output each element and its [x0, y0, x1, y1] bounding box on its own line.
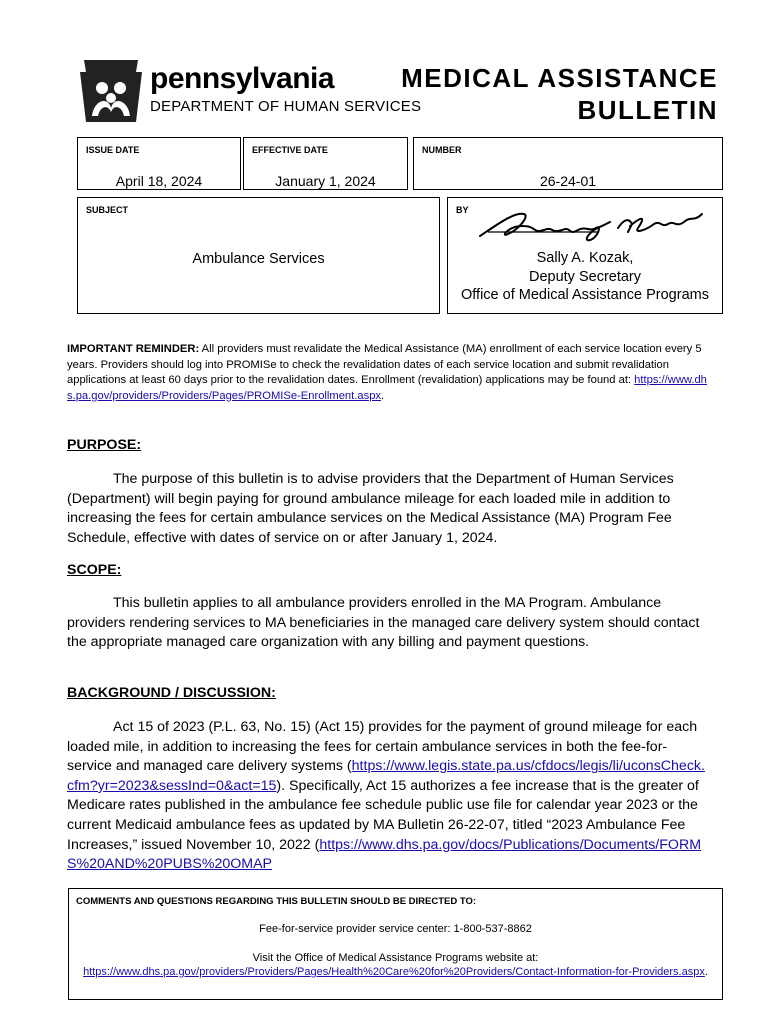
signer-office: Office of Medical Assistance Programs	[461, 287, 709, 303]
background-paragraph-part2: ). Specifically, Act 15 authorizes a fee increase that is the greater of Medicare rates published in the ambulance fee schedule public use file for calendar year 2023 or the current Medicaid ambulance fees as updated by MA Bulletin 26-22-07, titled “2023 Ambulance Fee Increases,” issued November 10, 2022 (	[67, 777, 699, 853]
issue-date-value: April 18, 2024	[115, 173, 203, 189]
number-box	[413, 137, 723, 190]
important-reminder	[67, 342, 707, 404]
reminder-bold: IMPORTANT REMINDER:	[67, 343, 200, 355]
pa-keystone-logo-icon	[80, 58, 142, 124]
scope-paragraph: This bulletin applies to all ambulance providers enrolled in the MA Program. Ambulance providers rendering services to MA beneficiaries in the managed care delivery system should contact the appropriate managed care organization with any billing and payment questions.	[67, 595, 700, 651]
by-box	[447, 197, 723, 314]
promise-enrollment-link[interactable]: https://www.dhs.pa.gov/providers/Providers/Pages/PROMISe-Enrollment.aspx	[67, 374, 707, 402]
reminder-end: .	[381, 389, 385, 402]
background-text	[67, 718, 707, 878]
signer-name: Sally A. Kozak,	[536, 250, 634, 266]
subject-box	[77, 197, 440, 314]
logo-wordmark: pennsylvania	[150, 62, 335, 95]
act15-link[interactable]: https://www.legis.state.pa.us/cfdocs/legis/li/uconsCheck.cfm?yr=2023&sessInd=0&act=15	[67, 758, 705, 794]
contact-footer-box	[68, 888, 723, 1000]
bulletin-title-line2: BULLETIN	[577, 95, 718, 125]
issue-date-label: ISSUE DATE	[86, 145, 140, 155]
reminder-text: All providers must revalidate the Medical Assistance (MA) enrollment of each service location every 5 years. Providers should log into PROMISe to check the revalidation dates of each service location and submit revalidation applications at least 60 days prior to the revalidation dates. Enrollment (revalidation) applications may be found at:	[67, 343, 702, 386]
bulletin-title	[401, 62, 718, 126]
contact-information-link[interactable]: https://www.dhs.pa.gov/providers/Providers/Pages/Health%20Care%20for%20Providers/Contact-Information-for-Providers.aspx	[83, 966, 705, 978]
footer-label: COMMENTS AND QUESTIONS REGARDING THIS BULLETIN SHOULD BE DIRECTED TO:	[76, 896, 477, 907]
issue-date-box	[77, 137, 241, 190]
signature-image	[478, 202, 708, 244]
signer-title: Deputy Secretary	[528, 269, 642, 285]
scope-text	[67, 594, 707, 653]
bulletin-title-line1: MEDICAL ASSISTANCE	[401, 63, 718, 93]
footer-phone: Fee-for-service provider service center: 1-800-537-8862	[259, 923, 532, 935]
footer-end: .	[704, 966, 708, 978]
omap-forms-link[interactable]: https://www.dhs.pa.gov/docs/Publications/Documents/FORMS%20AND%20PUBS%20OMAP	[67, 836, 702, 873]
subject-value: Ambulance Services	[192, 251, 325, 267]
logo-subtitle: DEPARTMENT OF HUMAN SERVICES	[150, 98, 422, 115]
effective-date-box	[243, 137, 408, 190]
background-heading: BACKGROUND / DISCUSSION:	[67, 685, 276, 701]
footer-link-wrap	[79, 965, 712, 979]
by-label: BY	[456, 205, 469, 215]
background-paragraph-part1: Act 15 of 2023 (P.L. 63, No. 15) (Act 15) provides for the payment of ground mileage for each loaded mile, in addition to increasing the fees for certain ambulance services in both the fee-for-service and managed care delivery systems (	[67, 719, 698, 775]
purpose-text	[67, 470, 707, 548]
effective-date-value: January 1, 2024	[275, 173, 376, 189]
purpose-heading: PURPOSE:	[67, 437, 142, 453]
scope-heading: SCOPE:	[67, 562, 122, 578]
footer-visit: Visit the Office of Medical Assistance Programs website at:	[252, 952, 539, 964]
number-value: 26-24-01	[539, 173, 597, 189]
signature-text	[448, 198, 449, 199]
purpose-paragraph: The purpose of this bulletin is to advise providers that the Department of Human Services (Department) will begin paying for ground ambulance mileage for each loaded mile in addition to increasing the fees for certain ambulance services on the Medical Assistance (MA) Program Fee Schedule, effective with dates of service on or after January 1, 2024.	[67, 471, 674, 546]
effective-date-label: EFFECTIVE DATE	[252, 145, 328, 155]
subject-label: SUBJECT	[86, 205, 129, 215]
number-label: NUMBER	[422, 145, 462, 155]
